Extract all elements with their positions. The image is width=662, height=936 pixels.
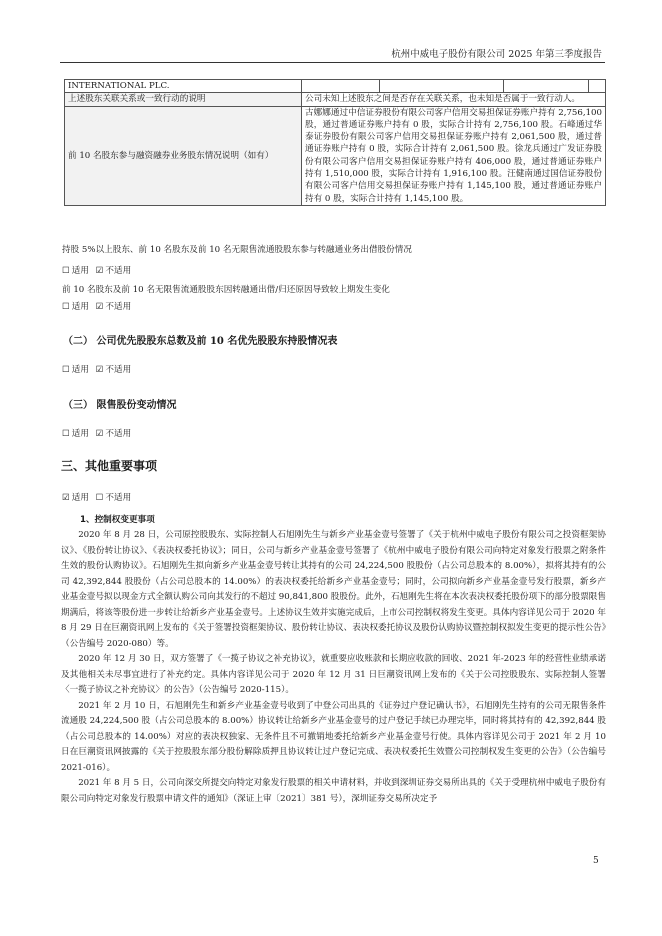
checked-box-icon: ☑	[95, 429, 104, 439]
preferred-shares-heading: （二） 公司优先股股东总数及前 10 名优先股股东持股情况表	[63, 336, 338, 347]
unchecked-box-icon: ☐	[95, 493, 104, 503]
table-cell	[380, 80, 504, 93]
unchecked-box-icon: ☐	[62, 429, 70, 439]
table-cell-relation-value: 公司未知上述股东之间是否存在关联关系，也未知是否属于一致行动人。	[302, 93, 606, 106]
other-matters-heading: 三、其他重要事项	[61, 459, 158, 473]
table-row	[65, 93, 606, 106]
unchecked-box-icon: ☐	[62, 266, 70, 276]
checkbox-line	[62, 363, 131, 375]
not-applicable-label: 不适用	[105, 493, 132, 503]
table-row	[65, 106, 606, 205]
table-cell-relation-label: 上述股东关联关系或一致行动的说明	[65, 93, 302, 106]
restricted-shares-heading: （三） 限售股份变动情况	[63, 400, 177, 411]
table-cell	[504, 80, 589, 93]
paragraph: 2020 年 8 月 28 日，公司原控股股东、实际控制人石旭刚先生与新乡产业基金壹号签署了《关于杭州中威电子股份有限公司之投资框架协议》、《股份转让协议》、《表决权委托协议》；同日，公司与新乡产业基金壹号签署了《杭州中威电子股份有限公司向特定对象发行股票之附条件生效的股份认购协议》。石旭刚先生拟向新乡产业基金壹号转让其持有的公司 24,224,500 股股份（占公司总股本的 8.00%），拟将其持有的公司 42,392,844 股股份（占公司总股本的 14.00%）的表决权委托给新乡产业基金壹号；同时，公司拟向新乡产业基金壹号发行股票，新乡产业基金壹号拟以现金方式全额认购公司向其发行的不超过 90,841,800 股股份。此外，石旭刚先生将在本次表决权委托股份项下的部分股票限售期满后，将该等股份进一步转让给新乡产业基金壹号。上述协议生效并实施完成后，上市公司控制权将发生变更。具体内容详见公司于 2020 年 8 月 29 日在巨潮资讯网上发布的《关于签署投资框架协议、股份转让协议、表决权委托协议及股份认购协议暨控制权拟发生变更的提示性公告》（公告编号 2020-080）等。	[61, 530, 606, 649]
checked-box-icon: ☑	[62, 493, 70, 503]
checkbox-line	[62, 264, 131, 276]
applicable-label: 适用	[71, 429, 89, 439]
header-rule	[60, 62, 605, 63]
applicable-label: 适用	[71, 266, 89, 276]
not-applicable-label: 不适用	[105, 365, 132, 375]
change-title: 前 10 名股东及前 10 名无限售流通股股东因转融通出借/归还原因导致较上期发生变化	[62, 285, 390, 295]
unchecked-box-icon: ☐	[62, 365, 70, 375]
not-applicable-label: 不适用	[105, 302, 132, 312]
applicable-label: 适用	[71, 302, 89, 312]
paragraph: 2021 年 8 月 5 日，公司向深交所提交向特定对象发行股票的相关申请材料，并收到深圳证券交易所出具的《关于受理杭州中威电子股份有限公司向特定对象发行股票申请文件的通知》（深证上审〔2021〕381 号），深圳证券交易所决定予	[61, 778, 606, 804]
checked-box-icon: ☑	[95, 266, 104, 276]
not-applicable-label: 不适用	[105, 266, 132, 276]
applicable-label: 适用	[71, 365, 89, 375]
table-cell	[589, 80, 606, 93]
table-cell-holder-name: INTERNATIONAL PLC.	[65, 80, 302, 93]
table-cell-margin-value: 古娜娜通过中信证券股份有限公司客户信用交易担保证券账户持有 2,756,100 股，通过普通证券账户持有 0 股，实际合计持有 2,756,100 股。石峰通过华泰证券股份有限公司客户信用交易担保证券账户持有 2,061,500 股，通过普通证券账户持有 0 股，实际合计持有 2,061,500 股。徐龙兵通过广发证券股份有限公司客户信用交易担保证券账户持有 406,000 股，通过普通证券账户持有 1,510,000 股，实际合计持有 1,916,100 股。汪健南通过国信证券股份有限公司客户信用交易担保证券账户持有 1,145,100 股，通过普通证券账户持有 0 股，实际合计持有 1,145,100 股。	[302, 106, 606, 205]
not-applicable-label: 不适用	[105, 429, 132, 439]
control-change-body	[61, 528, 606, 807]
table-cell	[302, 80, 380, 93]
checkbox-line	[62, 491, 131, 503]
page-header: 杭州中威电子股份有限公司 2025 年第三季度报告	[391, 49, 602, 60]
table-cell-margin-label: 前 10 名股东参与融资融券业务股东情况说明（如有）	[65, 106, 302, 205]
paragraph: 2021 年 2 月 10 日，石旭刚先生和新乡产业基金壹号收到了中登公司出具的《证券过户登记确认书》，石旭刚先生持有的公司无限售条件流通股 24,224,500 股（占公司总股本的 8.00%）协议转让给新乡产业基金壹号的过户登记手续已办理完毕，同时将其持有的 42,392,844 股（占公司总股本的 14.00%）对应的表决权独家、无条件且不可撤销地委托给新乡产业基金壹号行使。具体内容详见公司于 2021 年 2 月 10 日在巨潮资讯网披露的《关于控股股东部分股份解除质押且协议转让过户登记完成、表决权委托生效暨公司控制权发生变更的公告》（公告编号 2021-016）。	[61, 700, 606, 773]
table-row	[65, 80, 606, 93]
page-number: 5	[593, 856, 599, 866]
paragraph: 2020 年 12 月 30 日，双方签署了《一揽子协议之补充协议》，就重要应收账款和长期应收款的回收、2021 年-2023 年的经营性业绩承诺及其他相关未尽事宜进行了补充约定。具体内容详见公司于 2020 年 12 月 31 日巨潮资讯网上发布的《关于公司控股股东、实际控制人签署〈一揽子协议之补充协议〉的公告》（公告编号 2020-115）。	[61, 654, 606, 695]
checked-box-icon: ☑	[95, 365, 104, 375]
checkbox-line	[62, 300, 131, 312]
checkbox-line	[62, 427, 131, 439]
control-change-heading: 1、控制权变更事项	[80, 515, 155, 525]
applicable-label: 适用	[71, 493, 89, 503]
checked-box-icon: ☑	[95, 302, 104, 312]
lending-title: 持股 5%以上股东、前 10 名股东及前 10 名无限售流通股股东参与转融通业务出借股份情况	[62, 245, 412, 255]
shareholder-table	[64, 79, 606, 206]
unchecked-box-icon: ☐	[62, 302, 70, 312]
